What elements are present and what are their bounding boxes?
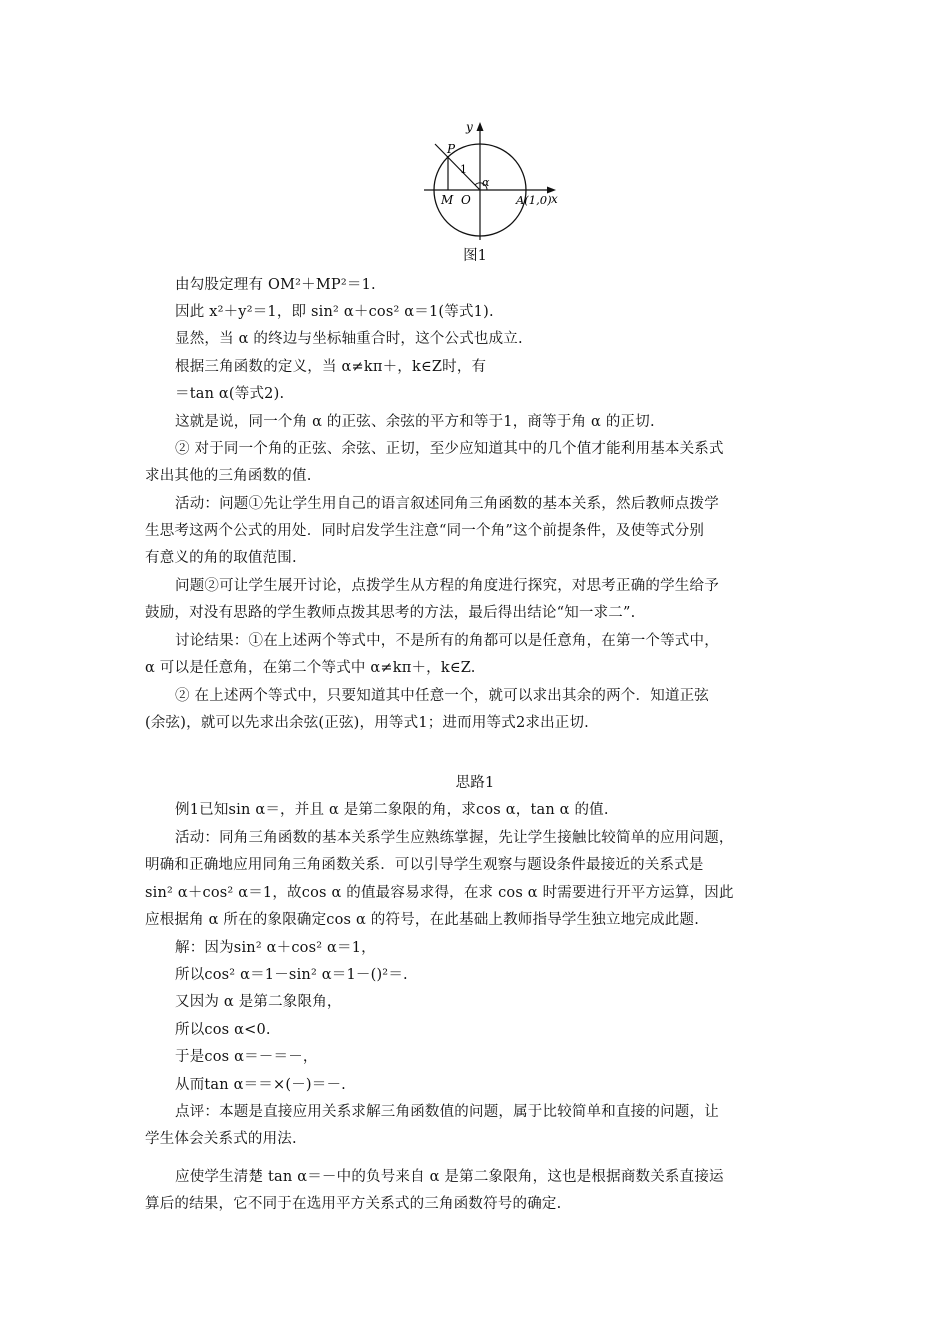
text-line: 根据三角函数的定义，当 α≠kπ＋，k∈Z时，有 (175, 359, 487, 375)
unit-circle-figure (420, 118, 570, 244)
text-line: 由勾股定理有 OM²＋MP²＝1. (175, 277, 376, 293)
label-alpha: α (482, 176, 490, 189)
text-line: 生思考这两个公式的用处．同时启发学生注意“同一个角”这个前提条件，及使等式分别 (145, 523, 705, 539)
label-radius: 1 (460, 163, 467, 176)
text-line: 又因为 α 是第二象限角， (175, 994, 342, 1010)
text-line: 例1已知sin α＝，并且 α 是第二象限的角，求cos α，tan α 的值. (175, 802, 609, 818)
text-line: 因此 x²＋y²＝1，即 sin² α＋cos² α＝1(等式1). (175, 304, 494, 320)
label-o: O (461, 193, 471, 207)
label-p: P (447, 142, 456, 156)
text-line: 学生体会关系式的用法. (145, 1131, 297, 1147)
text-line: (余弦)，就可以先求出余弦(正弦)，用等式1；进而用等式2求出正切. (145, 715, 589, 731)
text-line: 活动：问题①先让学生用自己的语言叙述同角三角函数的基本关系，然后教师点拨学 (175, 496, 719, 512)
text-line: 明确和正确地应用同角三角函数关系．可以引导学生观察与题设条件最接近的关系式是 (145, 857, 704, 873)
text-line: 显然，当 α 的终边与坐标轴重合时，这个公式也成立. (175, 331, 523, 347)
text-line: 应根据角 α 所在的象限确定cos α 的符号，在此基础上教师指导学生独立地完成此题. (145, 912, 700, 928)
text-line: 解：因为sin² α＋cos² α＝1， (175, 940, 376, 956)
label-y: y (466, 120, 473, 134)
label-m: M (441, 193, 454, 207)
figure-caption: 图1 (463, 248, 487, 264)
y-axis-arrow (477, 122, 484, 131)
text-line: 算后的结果，它不同于在选用平方关系式的三角函数符号的确定. (145, 1196, 562, 1212)
text-line: 活动：同角三角函数的基本关系学生应熟练掌握，先让学生接触比较简单的应用问题， (175, 830, 734, 846)
text-line: 讨论结果：①在上述两个等式中，不是所有的角都可以是任意角，在第一个等式中， (175, 633, 719, 649)
text-line: α 可以是任意角，在第二个等式中 α≠kπ＋，k∈Z. (145, 660, 476, 676)
text-line: 应使学生清楚 tan α＝－中的负号来自 α 是第二象限角，这也是根据商数关系直接运 (175, 1169, 724, 1185)
text-line: 于是cos α＝－＝－， (175, 1049, 318, 1065)
text-line: 这就是说，同一个角 α 的正弦、余弦的平方和等于1，商等于角 α 的正切. (175, 414, 655, 430)
label-a: A(1,0) (516, 193, 552, 207)
unit-circle-diagram (420, 118, 570, 244)
text-line: 问题②可让学生展开讨论，点拨学生从方程的角度进行探究，对思考正确的学生给予 (175, 578, 719, 594)
section-heading: 思路1 (455, 775, 495, 791)
terminal-side (435, 144, 480, 190)
text-line: 点评：本题是直接应用关系求解三角函数值的问题，属于比较简单和直接的问题，让 (175, 1104, 719, 1120)
text-line: ＝tan α(等式2). (175, 386, 285, 402)
label-x: x (551, 192, 558, 206)
text-line: 求出其他的三角函数的值. (145, 468, 312, 484)
text-line: sin² α＋cos² α＝1，故cos α 的值最容易求得，在求 cos α 时需要进行开平方运算，因此 (145, 885, 734, 901)
text-line: 鼓励，对没有思路的学生教师点拨其思考的方法，最后得出结论“知一求二”. (145, 605, 636, 621)
text-line: 有意义的角的取值范围. (145, 550, 297, 566)
text-line: 从而tan α＝＝×(－)＝－. (175, 1077, 346, 1093)
text-line: ② 对于同一个角的正弦、余弦、正切，至少应知道其中的几个值才能利用基本关系式 (175, 441, 724, 457)
text-line: 所以cos² α＝1－sin² α＝1－()²＝. (175, 967, 408, 983)
text-line: ② 在上述两个等式中，只要知道其中任意一个，就可以求出其余的两个．知道正弦 (175, 688, 710, 704)
text-line: 所以cos α<0. (175, 1022, 271, 1038)
